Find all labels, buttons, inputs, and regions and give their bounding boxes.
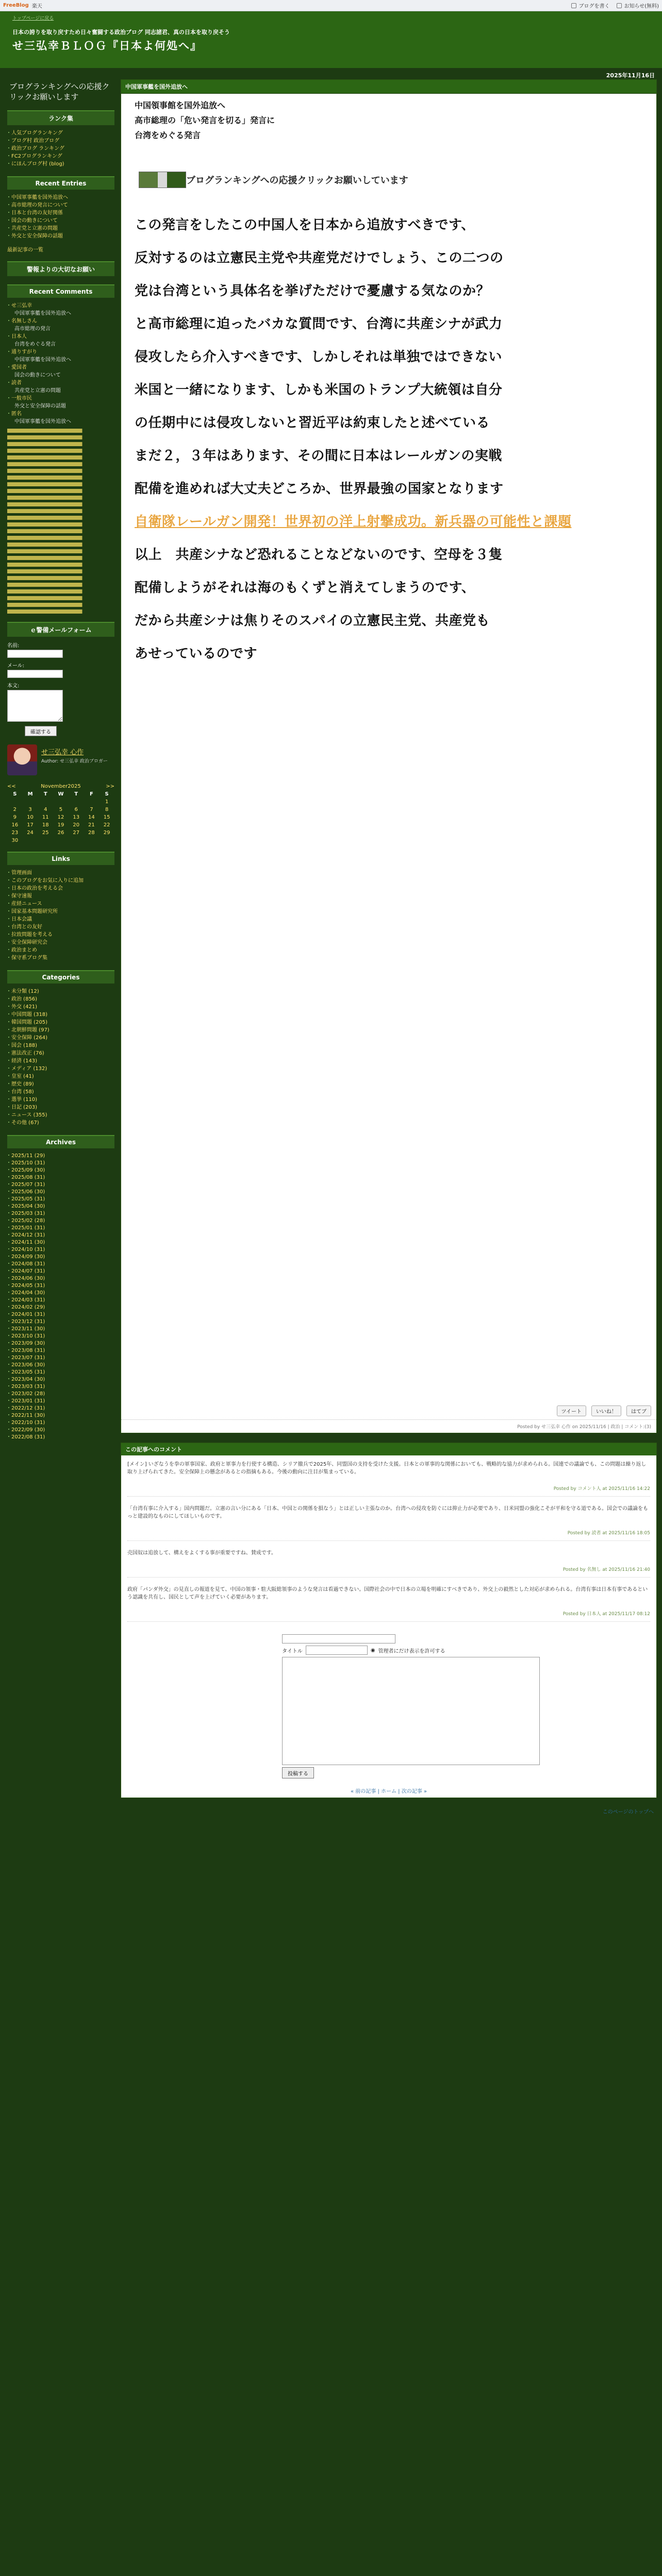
comment-body: [メイン] いざなうを拳の軍事国家、政府と軍事力を行使する構造、シリア撤兵で2025年、同盟国の支持を受けた支援。日本との軍事的な関係においても、戦略的な協力が求められる。国連での議論でも、この問題は繰り返し取り上げられてきた。安全保障上の懸念があるとの指摘もある。今後の動向に注目が集まっている。: [127, 1462, 647, 1475]
comment-item: [121, 1455, 656, 1500]
comment-list: [121, 1455, 656, 1625]
calendar-grid: [7, 791, 114, 843]
comment-body: 「台湾有事に介入する」国内問題だ。立憲の言い分にある「日本、中国との関係を損なう」とは正しい主張なのか。台湾への侵攻を防ぐには抑止力が必要であり、日米同盟の強化こそが平和を守る道である。国会での議論をもっと建設的なものにしてほしいものです。: [127, 1506, 648, 1519]
share-button[interactable]: ツイート: [557, 1405, 587, 1416]
calendar-day: [69, 799, 84, 805]
archive-link[interactable]: ・ 2025/05 (31): [7, 1196, 114, 1203]
categories-list: [7, 988, 114, 1127]
archive-link[interactable]: ・ 2024/05 (31): [7, 1282, 114, 1290]
calendar-day: [84, 799, 100, 805]
comment-form: [121, 1625, 656, 1784]
calendar-day[interactable]: 3: [28, 807, 32, 812]
archive-link[interactable]: ・ 2024/01 (31): [7, 1311, 114, 1318]
archive-link[interactable]: ・ 2023/09 (30): [7, 1340, 114, 1347]
calendar-day[interactable]: 26: [57, 830, 64, 836]
write-blog-button[interactable]: ブログを書く: [571, 2, 609, 9]
recent-entry-link[interactable]: ・ 国会の動きについて: [7, 217, 114, 225]
toolbar-link[interactable]: 楽天: [31, 4, 42, 9]
sidebar-link[interactable]: ・ 日本の政治を考える会: [7, 885, 114, 892]
entry-paragraph: 米国と一緒になります、しかも米国のトランプ大統領は自分: [135, 382, 503, 398]
calendar-day[interactable]: 13: [73, 815, 80, 820]
fc2-toolbar: [0, 0, 662, 11]
archive-link[interactable]: ・ 2025/02 (28): [7, 1217, 114, 1225]
calendar-day: [7, 799, 23, 805]
archive-link[interactable]: ・ 2024/10 (31): [7, 1246, 114, 1253]
category-link[interactable]: ・ 経済 (143): [7, 1057, 114, 1065]
entry-paragraph: 侵攻したら介入すべきです、しかしそれは単独ではできない: [135, 349, 502, 365]
archive-link[interactable]: ・ 2022/10 (31): [7, 1419, 114, 1427]
archive-link[interactable]: ・ 2022/08 (31): [7, 1434, 114, 1441]
calendar-day[interactable]: 8: [105, 807, 109, 812]
archive-link[interactable]: ・ 2023/12 (31): [7, 1318, 114, 1326]
recent-comment-entry: 外交と安全保障の話題: [14, 403, 66, 409]
entry-paragraph: あせっているのです: [135, 646, 257, 662]
ranking-title: ランク集: [7, 110, 114, 125]
archive-link[interactable]: ・ 2025/10 (31): [7, 1160, 114, 1167]
blog-header: [0, 11, 662, 68]
archive-link[interactable]: ・ 2023/01 (31): [7, 1398, 114, 1405]
archive-link[interactable]: ・ 2023/10 (31): [7, 1333, 114, 1340]
blog-description: 日本の誇りを取り戻すため日々奮闘する政治ブログ 同志諸君、真の日本を取り戻そう: [12, 29, 230, 36]
archive-link[interactable]: ・ 2024/09 (30): [7, 1253, 114, 1261]
railgun-article-link[interactable]: 自衛隊レールガン開発！世界初の洋上射撃成功。新兵器の可能性と課題: [135, 514, 572, 530]
recent-entry-link[interactable]: ・ 共産党と立憲の問題: [7, 225, 114, 232]
entry-paragraph: 党は台湾という具体名を挙げただけで憂慮する気なのか？: [135, 283, 490, 299]
recent-comment-author[interactable]: ・ 名無しさん: [7, 317, 114, 325]
archive-link[interactable]: ・ 2025/11 (29): [7, 1153, 114, 1160]
page-wrapper: [0, 68, 662, 1820]
recent-comment-author[interactable]: ・ 一般市民: [7, 395, 114, 402]
calendar-day[interactable]: 9: [13, 815, 17, 820]
entry-lead-line: 高市総理の「危い発言を切る」発言に: [135, 115, 275, 125]
links-title: Links: [7, 852, 114, 865]
sidebar-link[interactable]: ・ 安全保障研究会: [7, 939, 114, 946]
calendar-day[interactable]: 5: [59, 807, 63, 812]
comment-meta: Posted by コメント人 at 2025/11/16 14:22: [127, 1485, 650, 1497]
ranking-link[interactable]: ・ ブログ村 政治ブログ: [7, 137, 114, 145]
recent-comment-entry: 共産党と立憲の問題: [14, 388, 61, 394]
calendar-box: [7, 784, 114, 843]
recent-entries-box: [7, 176, 114, 253]
calendar-day[interactable]: 29: [103, 830, 110, 836]
ranking-box: [7, 110, 114, 168]
comment-name-field[interactable]: [282, 1634, 395, 1643]
calendar-day[interactable]: 30: [11, 838, 19, 843]
archives-list: [7, 1153, 114, 1441]
calendar-day[interactable]: 28: [88, 830, 95, 836]
archive-link[interactable]: ・ 2025/09 (30): [7, 1167, 114, 1174]
mail-submit-button[interactable]: 確認する: [25, 726, 57, 736]
form-row-title: [282, 1646, 656, 1655]
comment-meta: Posted by 日本人 at 2025/11/17 08:12: [127, 1611, 650, 1622]
recent-comment-author[interactable]: ・ 通りすがり: [7, 348, 114, 356]
secret-label: 管理者にだけ表示を許可する: [378, 1648, 445, 1654]
recent-comment-author[interactable]: ・ 匿名: [7, 410, 114, 418]
entry-paragraph: まだ２，３年はあります、その間に日本はレールガンの実戦: [135, 448, 502, 464]
blog-entry: [121, 79, 657, 1433]
entry-paragraph: だから共産シナは焦りそのスパイの立憲民主党、共産党も: [135, 613, 490, 629]
entry-lead: [135, 98, 642, 143]
archive-link[interactable]: ・ 2025/06 (30): [7, 1189, 114, 1196]
category-link[interactable]: ・ その他 (67): [7, 1119, 114, 1127]
recent-comment-entry: 中国軍事艦を国外追放へ: [14, 357, 71, 363]
archive-link[interactable]: ・ 2024/12 (31): [7, 1232, 114, 1239]
comments-title: この記事へのコメント: [121, 1443, 656, 1455]
recent-comment-entry: 中国軍事艦を国外追放へ: [14, 419, 71, 425]
archive-link[interactable]: ・ 2023/07 (31): [7, 1354, 114, 1362]
recent-entry-link[interactable]: ・ 日本と台湾の友好関係: [7, 209, 114, 217]
calendar-day[interactable]: 14: [88, 815, 95, 820]
sidebar: [0, 68, 118, 1449]
entry-title[interactable]: 中国軍事艦を国外追放へ: [121, 80, 656, 94]
recent-comment-entry: 台湾をめぐる発言: [14, 342, 56, 347]
archive-link[interactable]: ・ 2023/06 (30): [7, 1362, 114, 1369]
calendar-weekday: T: [74, 791, 78, 797]
mail-address-field[interactable]: [7, 670, 63, 678]
category-link[interactable]: ・ 中国問題 (318): [7, 1011, 114, 1019]
archives-title: Archives: [7, 1135, 114, 1148]
calendar-next-link[interactable]: >>: [106, 784, 114, 789]
share-button[interactable]: いいね！: [591, 1405, 621, 1416]
mail-body-label: 本文:: [7, 683, 20, 689]
notice-box: [7, 261, 114, 276]
calendar-day: [53, 799, 69, 805]
calendar-weekday: S: [105, 791, 109, 797]
comment-submit-button[interactable]: 投稿する: [282, 1767, 314, 1778]
archive-link[interactable]: ・ 2024/03 (31): [7, 1297, 114, 1304]
archive-link[interactable]: ・ 2022/11 (30): [7, 1412, 114, 1419]
archive-link[interactable]: ・ 2025/01 (31): [7, 1225, 114, 1232]
entry-paragraph: 配備しようがそれは海のもくずと消えてしまうのです、: [135, 580, 475, 596]
archive-link[interactable]: ・ 2025/08 (31): [7, 1174, 114, 1181]
entry-paragraph: と高市総理に迫ったバカな質問です、台湾に共産シナが武力: [135, 316, 503, 332]
calendar-day[interactable]: 19: [57, 822, 64, 828]
ranking-link[interactable]: ・ 政治ブログ ランキング: [7, 145, 114, 152]
calendar-day[interactable]: 16: [11, 822, 19, 828]
calendar-weekday: W: [58, 791, 64, 797]
ranking-link[interactable]: ・ 人気ブログランキング: [7, 129, 114, 137]
category-link[interactable]: ・ 国会 (188): [7, 1042, 114, 1049]
sidebar-link[interactable]: ・ 政治まとめ: [7, 946, 114, 954]
category-link[interactable]: ・ ニュース (355): [7, 1111, 114, 1119]
sidebar-link[interactable]: ・ 保守速報: [7, 892, 114, 900]
ranking-list: [7, 129, 114, 168]
entry-paragraph: 以上 共産シナなど恐れることなどないのです、空母を３隻: [135, 547, 503, 563]
pencil-icon: [571, 3, 576, 8]
recent-entries-title: Recent Entries: [7, 176, 114, 190]
sidebar-link[interactable]: ・ 国家基本問題研究所: [7, 908, 114, 916]
archives-box: [7, 1135, 114, 1441]
category-link[interactable]: ・ メディア (132): [7, 1065, 114, 1073]
recent-comment-entry: 国会の動きについて: [14, 372, 61, 378]
entry-paragraph: 配備を進めれば大丈夫どころか、世界最強の国家となります: [135, 481, 504, 497]
entry-paragraph: 反対するのは立憲民主党や共産党だけでしょう、この二つの: [135, 250, 504, 266]
profile-meta: Author: せ三弘幸 政治ブロガー: [41, 759, 108, 764]
calendar-day[interactable]: 21: [88, 822, 95, 828]
comment-meta: Posted by 名無し at 2025/11/16 21:40: [127, 1566, 650, 1578]
comment-title-field[interactable]: [306, 1646, 368, 1655]
recent-entries-more[interactable]: 最新記事の一覧: [7, 247, 43, 253]
recent-comment-entry: 中国軍事艦を国外追放へ: [14, 311, 71, 316]
recent-comments-filler: [7, 429, 114, 614]
archive-link[interactable]: ・ 2024/04 (30): [7, 1290, 114, 1297]
mail-name-label: 名前:: [7, 643, 20, 649]
sidebar-link[interactable]: ・ このブログをお気に入りに追加: [7, 877, 114, 885]
entry-paragraph: の任期中には侵攻しないと習近平は約束したと述べている: [135, 415, 490, 431]
entry-paragraphs: [135, 209, 642, 505]
calendar-day[interactable]: 24: [27, 830, 34, 836]
secret-radio[interactable]: ◉: [370, 1647, 375, 1653]
comment-title-label: タイトル: [282, 1648, 303, 1654]
mailform-box: [7, 622, 114, 736]
archive-link[interactable]: ・ 2024/08 (31): [7, 1261, 114, 1268]
categories-title: Categories: [7, 970, 114, 984]
calendar-day[interactable]: 15: [103, 815, 110, 820]
archive-link[interactable]: ・ 2025/03 (31): [7, 1210, 114, 1217]
category-link[interactable]: ・ 選挙 (110): [7, 1096, 114, 1104]
calendar-weekday: T: [43, 791, 47, 797]
calendar-day: [38, 799, 53, 805]
archive-link[interactable]: ・ 2022/09 (30): [7, 1427, 114, 1434]
mail-name-field[interactable]: [7, 650, 63, 658]
archive-link[interactable]: ・ 2023/08 (31): [7, 1347, 114, 1354]
archive-link[interactable]: ・ 2025/04 (30): [7, 1203, 114, 1210]
entry-date: 2025年11月16日: [606, 72, 655, 79]
bell-icon: [617, 3, 622, 8]
category-link[interactable]: ・ 安全保障 (264): [7, 1034, 114, 1042]
ranking-link[interactable]: ・ にほんブログ村 (blog): [7, 160, 114, 168]
recent-comment-author[interactable]: ・ 読者: [7, 379, 114, 387]
archive-link[interactable]: ・ 2024/06 (30): [7, 1275, 114, 1282]
calendar-day[interactable]: 27: [73, 830, 80, 836]
category-link[interactable]: ・ 日記 (203): [7, 1104, 114, 1111]
category-link[interactable]: ・ 北朝鮮問題 (97): [7, 1026, 114, 1034]
ranking-banner-line: [139, 172, 642, 188]
calendar-day[interactable]: 25: [42, 830, 49, 836]
category-link[interactable]: ・ 皇室 (41): [7, 1073, 114, 1080]
calendar-day: [23, 799, 38, 805]
calendar-header: [7, 784, 114, 789]
ranking-banner-image[interactable]: [139, 172, 186, 188]
recent-entry-link[interactable]: ・ 高市総理の発言について: [7, 201, 114, 209]
recent-entry-link[interactable]: ・ 中国軍事艦を国外追放へ: [7, 194, 114, 201]
categories-box: [7, 970, 114, 1127]
calendar-weekday: F: [90, 791, 93, 797]
archive-link[interactable]: ・ 2025/07 (31): [7, 1181, 114, 1189]
page-top-link[interactable]: このページのトップへ: [602, 1809, 654, 1815]
share-buttons: [121, 1402, 656, 1419]
recent-comment-entry: 高市総理の発言: [14, 326, 51, 332]
archive-link[interactable]: ・ 2023/11 (30): [7, 1326, 114, 1333]
calendar-day[interactable]: 10: [27, 815, 34, 820]
entry-lead-line: 台湾をめぐる発言: [135, 130, 201, 140]
calendar-day[interactable]: 20: [73, 822, 80, 828]
entry-pager[interactable]: « 前の記事 | ホーム | 次の記事 »: [350, 1789, 427, 1794]
form-row-name: [282, 1634, 656, 1643]
recent-comments-title: Recent Comments: [7, 284, 114, 298]
calendar-day[interactable]: 7: [90, 807, 93, 812]
calendar-day[interactable]: 4: [44, 807, 47, 812]
category-link[interactable]: ・ 外交 (421): [7, 1003, 114, 1011]
entry-footer: Posted by せ三弘幸 心作 on 2025/11/16 | 政治 | コメント:(3): [121, 1419, 656, 1433]
calendar-day[interactable]: 12: [57, 815, 64, 820]
links-list: [7, 869, 114, 962]
archive-link[interactable]: ・ 2023/04 (30): [7, 1376, 114, 1383]
toolbar-logo[interactable]: FreeBlog: [3, 3, 29, 8]
archive-link[interactable]: ・ 2023/03 (31): [7, 1383, 114, 1391]
recent-comment-author[interactable]: ・ 愛国者: [7, 364, 114, 371]
sidebar-link[interactable]: ・ 産経ニュース: [7, 900, 114, 908]
archive-link[interactable]: ・ 2022/12 (31): [7, 1405, 114, 1412]
calendar-weekday: S: [13, 791, 17, 797]
calendar-day[interactable]: 22: [103, 822, 110, 828]
profile-name[interactable]: せ三弘幸 心作: [41, 749, 84, 756]
share-button[interactable]: はてブ: [626, 1405, 651, 1416]
calendar-day[interactable]: 6: [74, 807, 78, 812]
calendar-day[interactable]: 1: [105, 799, 109, 805]
sidebar-link[interactable]: ・ 拉致問題を考える: [7, 931, 114, 939]
ranking-link[interactable]: ・ FC2ブログランキング: [7, 152, 114, 160]
comment-body: 政府「パンダ外交」の見直しの報道を見て、中国の領事・駐大阪総領事のような発言は看過できない。国際社会の中で日本の立場を明確にすべきであり、外交上の毅然とした対応が求められる。台湾有事は日本有事であるという認識を共有し、国民として声を上げていく必要があります。: [127, 1587, 648, 1600]
ranking-banner-text: ブログランキングへの応援クリックお願いしています: [186, 175, 408, 186]
calendar-day[interactable]: 11: [42, 815, 49, 820]
calendar-day[interactable]: 2: [13, 807, 17, 812]
notice-button[interactable]: お知らせ(無料): [617, 2, 659, 9]
archive-link[interactable]: ・ 2023/05 (31): [7, 1369, 114, 1376]
archive-link[interactable]: ・ 2024/11 (30): [7, 1239, 114, 1246]
archive-link[interactable]: ・ 2023/02 (28): [7, 1391, 114, 1398]
calendar-day[interactable]: 23: [11, 830, 19, 836]
archive-link[interactable]: ・ 2024/02 (29): [7, 1304, 114, 1311]
entry-paragraphs-2: [135, 538, 642, 670]
comment-item: [121, 1581, 656, 1625]
recent-comments-box: [7, 284, 114, 614]
calendar-month: November2025: [41, 784, 81, 789]
comment-meta: Posted by 読者 at 2025/11/16 18:05: [127, 1530, 650, 1541]
sidebar-link[interactable]: ・ 日本会議: [7, 916, 114, 923]
recent-entry-link[interactable]: ・ 外交と安全保障の話題: [7, 232, 114, 240]
comment-item: [121, 1500, 656, 1544]
sidebar-link[interactable]: ・ 保守系ブログ集: [7, 954, 114, 962]
category-link[interactable]: ・ 韓国問題 (205): [7, 1019, 114, 1026]
main-content: [121, 68, 657, 1820]
notice-title: 警報よりの大切なお願い: [7, 261, 114, 276]
calendar-prev-link[interactable]: <<: [7, 784, 16, 789]
archive-link[interactable]: ・ 2024/07 (31): [7, 1268, 114, 1275]
comment-item: [121, 1544, 656, 1581]
sidebar-link[interactable]: ・ 台湾との友好: [7, 923, 114, 931]
blog-title[interactable]: せ三弘幸ＢＬＯＧ『日本よ何処へ』: [12, 40, 202, 52]
sidebar-link[interactable]: ・ 管理画面: [7, 869, 114, 877]
avatar: [7, 744, 37, 775]
category-link[interactable]: ・ 政治 (856): [7, 995, 114, 1003]
comments-section: [121, 1443, 657, 1798]
calendar-day[interactable]: 18: [42, 822, 49, 828]
category-link[interactable]: ・ 未分類 (12): [7, 988, 114, 995]
recent-entries-list: [7, 194, 114, 240]
mail-body-field[interactable]: [7, 690, 63, 722]
entry-paragraph: この発言をしたこの中国人を日本から追放すべきです、: [135, 217, 475, 233]
profile-box: [7, 744, 114, 775]
comment-body-field[interactable]: [282, 1657, 540, 1765]
home-link[interactable]: トップページに戻る: [12, 16, 54, 21]
category-link[interactable]: ・ 歴史 (89): [7, 1080, 114, 1088]
mailform-title: ｅ警備メールフォーム: [7, 622, 114, 637]
comment-body: 売国奴は追放して、構えをよくする事が重要ですね、賛成です。: [127, 1550, 276, 1556]
ranking-request: ブログランキングへの応援クリックお願いします: [9, 82, 110, 101]
category-link[interactable]: ・ 憲法改正 (76): [7, 1049, 114, 1057]
calendar-day[interactable]: 17: [27, 822, 34, 828]
recent-comment-author[interactable]: ・ 日本人: [7, 333, 114, 341]
category-link[interactable]: ・ 台湾 (58): [7, 1088, 114, 1096]
calendar-weekday: M: [27, 791, 33, 797]
entry-lead-line: 中国領事館を国外追放へ: [135, 100, 226, 110]
links-box: [7, 852, 114, 962]
mail-address-label: メール:: [7, 663, 25, 669]
recent-comments-list: [7, 302, 114, 426]
recent-comment-author[interactable]: ・ せ三弘幸: [7, 302, 114, 310]
entry-body: [121, 94, 656, 1402]
